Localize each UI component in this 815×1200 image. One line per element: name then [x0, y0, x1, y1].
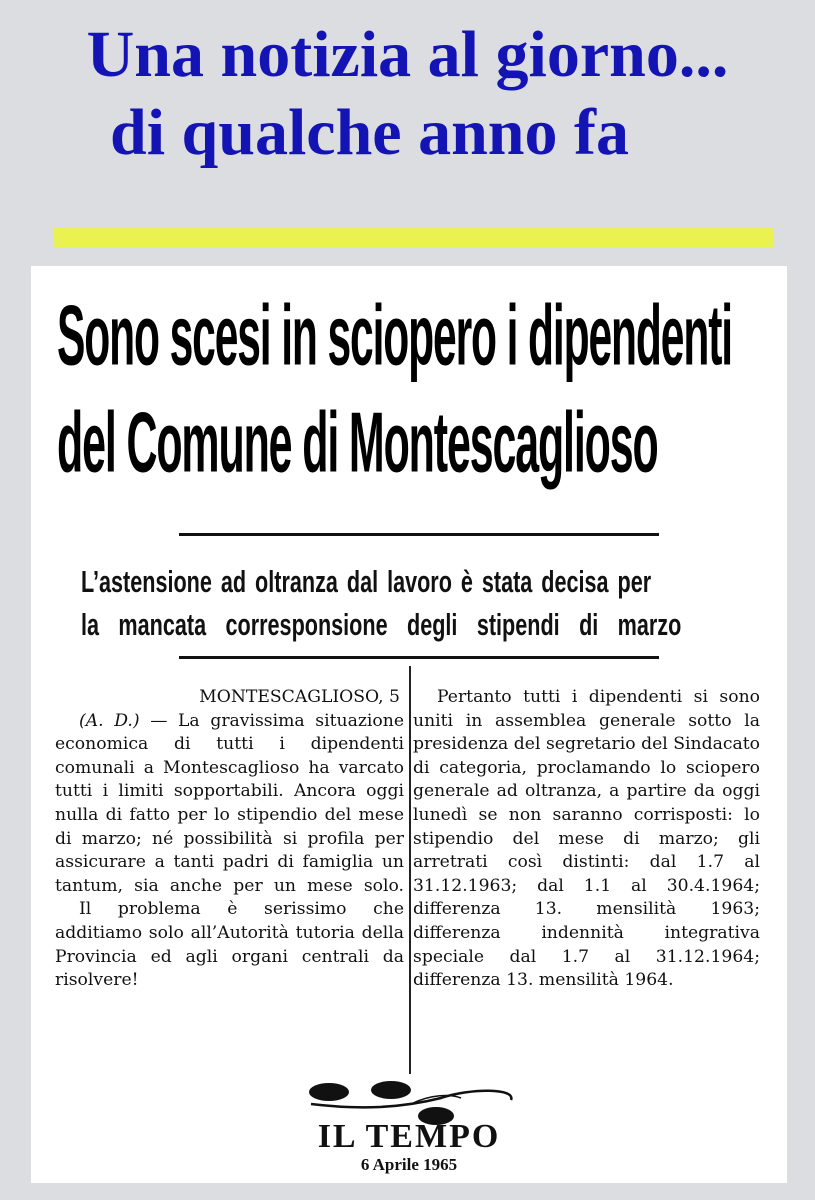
- byline: (A. D.): [79, 710, 140, 731]
- leaf-icon: [371, 1081, 411, 1099]
- divider-rule: [179, 656, 659, 659]
- paragraph: Pertanto tutti i dipendenti si sono uniti in assemblea generale sotto la presidenza del segretario del Sindacato di categoria, proclamando lo sciopero generale ad oltranza, a partire da oggi lunedì se non saranno corrisposti: lo stipendio del mese di marzo; gli arretrati così distinti: dal 1.7 al 31.12.1963; dal 1.1 al 30.4.1964; differenza 13. mensilità 1963; differenza indennità integrativa speciale dal 1.7 al 31.12.1964; differenza 13. mensilità 1964.: [413, 687, 760, 991]
- column-divider: [409, 666, 411, 1074]
- highlight-bar: [53, 227, 773, 247]
- paragraph-text: — La gravissima situazione economica di tutti i dipendenti comunali a Montescaglioso ha varcato tutti i limiti sopportabili. Ancora oggi nulla di fatto per lo stipendio del mese di marzo; né possibilità si profila per assicurare a tanti padri di famiglia un tantum, sia anche per un mese solo.: [55, 710, 404, 896]
- newspaper-clipping: [31, 266, 787, 1183]
- publication-date: 6 Aprile 1965: [360, 1155, 458, 1174]
- headline-line1: Sono scesi in sciopero i dipendenti: [57, 288, 732, 384]
- subheadline-line1: L’astensione ad oltranza dal lavoro è stata decisa per: [81, 565, 652, 600]
- article-column-left: [55, 686, 404, 993]
- banner-title-line2: di qualche anno fa: [110, 96, 629, 169]
- divider-rule: [179, 533, 659, 536]
- paragraph: Il problema è serissimo che additiamo solo all’Autorità tutoria della Provincia ed agli organi centrali da risolvere!: [55, 899, 404, 991]
- leaf-icon: [309, 1083, 349, 1101]
- article-column-right: [413, 686, 760, 993]
- dateline: MONTESCAGLIOSO, 5: [199, 687, 400, 707]
- newspaper-masthead: IL TEMPO: [317, 1118, 501, 1155]
- subheadline-line2: la mancata corresponsione degli stipendi di marzo: [81, 608, 682, 643]
- paragraph: [55, 710, 404, 899]
- headline-line2: del Comune di Montescaglioso: [57, 395, 658, 491]
- banner-title-line1: Una notizia al giorno...: [86, 18, 729, 91]
